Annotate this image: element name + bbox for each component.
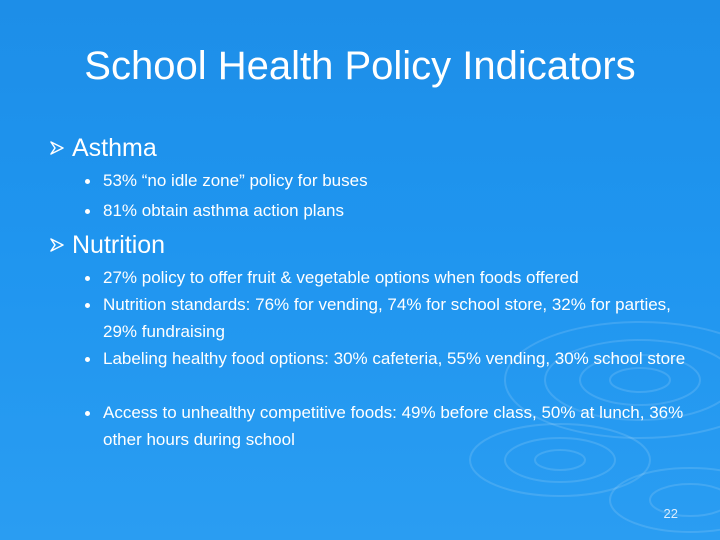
list-item: Labeling healthy food options: 30% cafeteria, 55% vending, 30% school store [103,349,686,368]
section-label: Nutrition [72,231,166,259]
round-bullet-icon [85,179,90,184]
round-bullet-icon [85,276,90,281]
list-item: 27% policy to offer fruit & vegetable options when foods offered [103,268,579,287]
arrow-head-icon [50,238,64,252]
round-bullet-icon [85,357,90,362]
list-item: 53% “no idle zone” policy for buses [103,171,368,190]
round-bullet-icon [85,303,90,308]
section-label: Asthma [72,134,157,162]
list-item: Nutrition standards: 76% for vending, 74% for school store, 32% for parties, 29% fundraising [103,295,671,341]
round-bullet-icon [85,209,90,214]
round-bullet-icon [85,411,90,416]
list-item: Access to unhealthy competitive foods: 49% before class, 50% at lunch, 36% other hours during school [103,403,684,449]
page-number: 22 [663,506,678,521]
arrow-head-icon [50,141,64,155]
slide-title: School Health Policy Indicators [84,44,636,88]
list-item: 81% obtain asthma action plans [103,201,344,220]
